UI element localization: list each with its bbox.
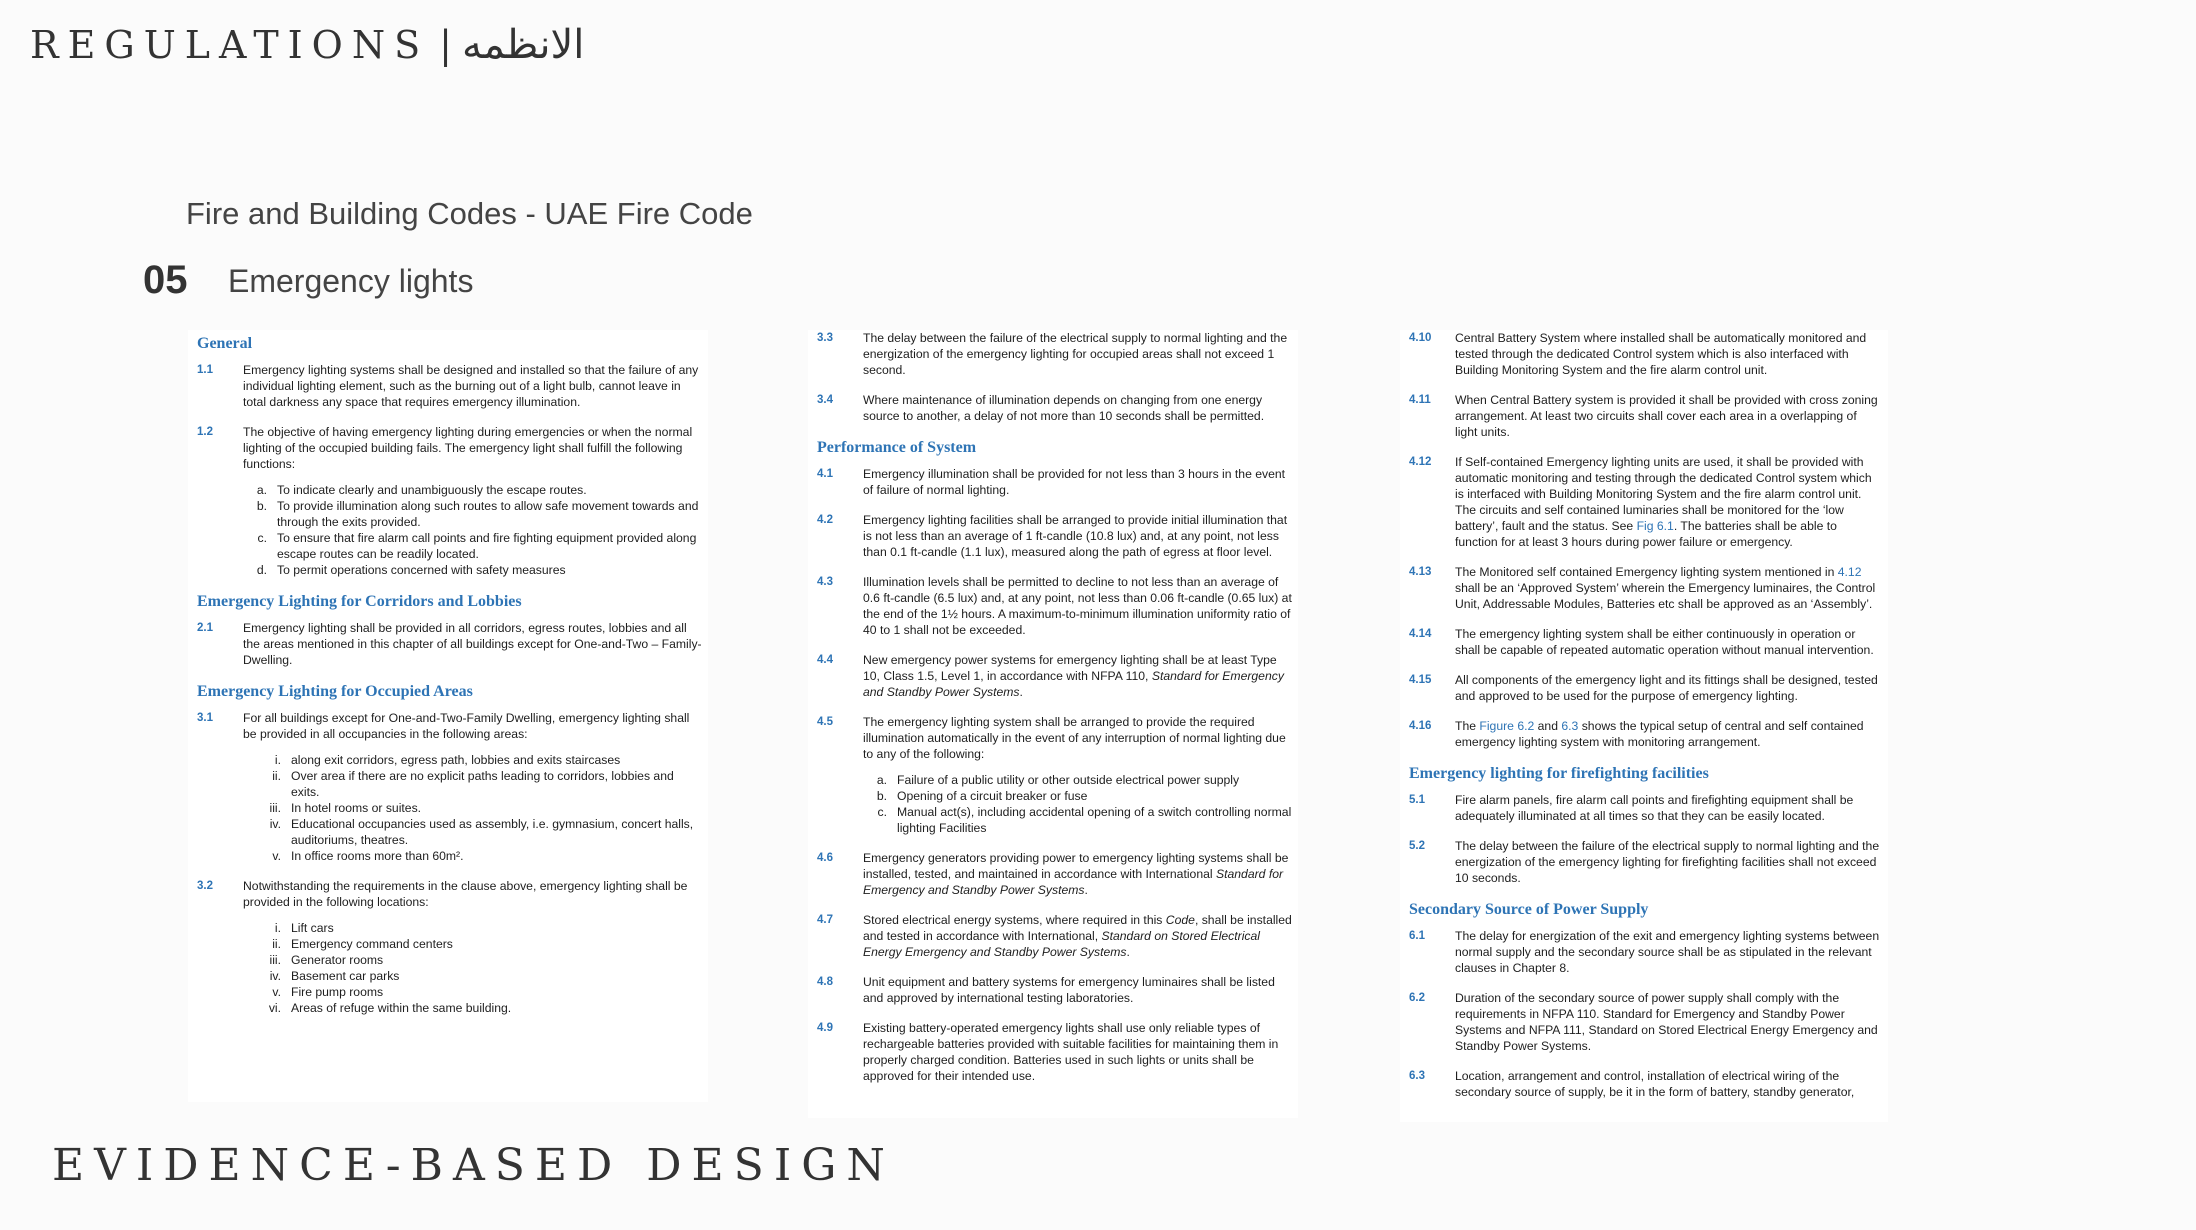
brand-english: REGULATIONS — [30, 23, 430, 67]
list-item: ii. Emergency command centers — [272, 937, 453, 951]
heading-secondary-power: Secondary Source of Power Supply — [1409, 901, 1649, 918]
clause-number: 4.9 — [817, 1022, 833, 1034]
clause-2-1 — [188, 620, 708, 668]
clause-3-2 — [188, 878, 708, 1016]
clause-1-2 — [188, 424, 708, 578]
clause-list — [243, 752, 702, 864]
list-item: vi. Areas of refuge within the same building. — [268, 1001, 512, 1015]
clause-4-15 — [1400, 672, 1888, 704]
clause-text: For all buildings except for One-and-Two-Family Dwelling, emergency lighting shall be provided in all occupancies in the following areas: — [243, 711, 690, 741]
list-item: i. along exit corridors, egress path, lobbies and exits staircases — [274, 753, 621, 767]
clause-text: The objective of having emergency lighting during emergencies or when the normal lighting of the occupied building fails. The emergency light shall fulfill the following functions: — [243, 425, 693, 471]
clause-text: All components of the emergency light and its fittings shall be designed, tested and approved to be used for the purpose of emergency lighting. — [1455, 673, 1878, 703]
list-item: c. Manual act(s), including accidental opening of a switch controlling normal lighting Facilities — [877, 805, 1292, 835]
document-column-1 — [188, 330, 708, 1102]
clause-text: Emergency lighting shall be provided in all corridors, egress routes, lobbies and all the areas mentioned in this chapter of all buildings except for One-and-Two – Family-Dwelling. — [243, 621, 702, 667]
header-brand — [30, 22, 584, 68]
clause-list — [863, 772, 1292, 836]
list-item: a. Failure of a public utility or other outside electrical power supply — [876, 773, 1240, 787]
clause-text: Fire alarm panels, fire alarm call points and firefighting equipment shall be adequately illuminated at all times so that they can be easily located. — [1455, 793, 1854, 823]
list-item: ii. Over area if there are no explicit paths leading to corridors, lobbies and exits. — [272, 769, 674, 799]
clause-text: Unit equipment and battery systems for emergency luminaires shall be listed and approved by international testing laboratories. — [863, 975, 1275, 1005]
clause-4-13 — [1400, 564, 1888, 612]
clause-number: 4.5 — [817, 716, 833, 728]
clause-text: Existing battery-operated emergency lights shall use only reliable types of rechargeable batteries provided with suitable facilities for maintaining them in properly charged condition. Batteries used in such lights or units shall be approved for their intended use. — [863, 1021, 1279, 1083]
clause-number: 4.14 — [1409, 628, 1432, 640]
clause-4-8 — [808, 974, 1298, 1006]
clause-5-1 — [1400, 792, 1888, 824]
section-number: 05 — [143, 258, 188, 302]
clause-number: 5.1 — [1409, 794, 1425, 806]
clause-text: The emergency lighting system shall be either continuously in operation or shall be capable of repeated automatic operation without manual intervention. — [1455, 627, 1874, 657]
clause-4-4 — [808, 652, 1298, 700]
clause-text: Emergency generators providing power to emergency lighting systems shall be installed, tested, and maintained in accordance with International Standard for Emergency and Standby Power Systems. — [863, 851, 1289, 897]
list-item: i. Lift cars — [274, 921, 334, 935]
clause-text: Notwithstanding the requirements in the clause above, emergency lighting shall be provided in the following locations: — [243, 879, 688, 909]
clause-4-10 — [1400, 330, 1888, 378]
clause-number: 4.3 — [817, 576, 833, 588]
list-item: v. Fire pump rooms — [272, 985, 384, 999]
clause-list — [243, 482, 702, 578]
clause-text: Emergency lighting systems shall be designed and installed so that the failure of any individual lighting element, such as the burning out of a light bulb, cannot leave in total darkness any space that requires emergency illumination. — [243, 363, 699, 409]
clause-4-3 — [808, 574, 1298, 638]
clause-6-1 — [1400, 928, 1888, 976]
clause-number: 6.1 — [1409, 930, 1425, 942]
clause-number: 6.3 — [1409, 1070, 1425, 1082]
document-column-2 — [808, 330, 1298, 1118]
list-item: iii. In hotel rooms or suites. — [269, 801, 422, 815]
clause-4-9 — [808, 1020, 1298, 1084]
clause-text: The emergency lighting system shall be arranged to provide the required illumination automatically in the event of any interruption of normal lighting due to any of the following: — [863, 715, 1286, 761]
clause-3-4 — [808, 392, 1298, 424]
list-item: iii. Generator rooms — [269, 953, 384, 967]
clause-number: 3.2 — [197, 880, 213, 892]
clause-text: When Central Battery system is provided it shall be provided with cross zoning arrangement. At least two circuits shall cover each area in a overlapping of light units. — [1455, 393, 1878, 439]
clause-4-1 — [808, 466, 1298, 498]
clause-text: Where maintenance of illumination depends on changing from one energy source to another, a delay of not more than 10 seconds shall be permitted. — [863, 393, 1265, 423]
heading-general: General — [197, 335, 253, 352]
figure-reference-link: 6.3 — [1561, 719, 1579, 733]
list-item: c. To ensure that fire alarm call points and fire fighting equipment provided along escape routes can be readily located. — [257, 531, 697, 561]
figure-reference-link: Fig 6.1 — [1636, 519, 1674, 533]
clause-4-2 — [808, 512, 1298, 560]
clause-number: 4.13 — [1409, 566, 1432, 578]
clause-reference-link: 4.12 — [1837, 565, 1862, 579]
clause-6-3 — [1400, 1068, 1888, 1100]
clause-number: 2.1 — [197, 622, 213, 634]
document-column-3 — [1400, 330, 1888, 1122]
clause-number: 4.16 — [1409, 720, 1432, 732]
clause-number: 1.1 — [197, 364, 213, 376]
clause-text: The Figure 6.2 and 6.3 shows the typical setup of central and self contained emergency lighting system with monitoring arrangement. — [1455, 719, 1864, 749]
list-item: v. In office rooms more than 60m². — [272, 849, 464, 863]
clause-text: The delay between the failure of the electrical supply to normal lighting and the energization of the emergency lighting for occupied areas shall not exceed 1 second. — [863, 331, 1288, 377]
clause-number: 4.2 — [817, 514, 833, 526]
clause-number: 3.1 — [197, 712, 213, 724]
clause-4-12 — [1400, 454, 1888, 550]
clause-4-6 — [808, 850, 1298, 898]
clause-text: If Self-contained Emergency lighting units are used, it shall be provided with automatic monitoring and testing through the dedicated Control system which is interfaced with Building Monitoring System and the fire alarm control unit. The circuits and self contained luminaries shall be monitored for the ‘low battery’, fault and the status. See Fig 6.1. The batteries shall be able to function for at least 3 hours during power failure or emergency. — [1455, 455, 1872, 549]
clause-number: 4.7 — [817, 914, 833, 926]
page-title: Fire and Building Codes - UAE Fire Code — [186, 196, 753, 231]
section-title: Emergency lights — [228, 263, 474, 299]
list-item: a. To indicate clearly and unambiguously the escape routes. — [256, 483, 587, 497]
heading-corridors: Emergency Lighting for Corridors and Lobbies — [197, 593, 522, 610]
clause-number: 4.8 — [817, 976, 833, 988]
clause-3-1 — [188, 710, 708, 864]
clause-number: 4.11 — [1409, 394, 1431, 406]
brand-separator: | — [439, 23, 452, 67]
list-item: b. Opening of a circuit breaker or fuse — [876, 789, 1088, 803]
clause-4-7 — [808, 912, 1298, 960]
clause-4-5 — [808, 714, 1298, 836]
list-item: iv. Basement car parks — [269, 969, 400, 983]
clause-text: Emergency illumination shall be provided for not less than 3 hours in the event of failure of normal lighting. — [863, 467, 1286, 497]
heading-occupied: Emergency Lighting for Occupied Areas — [197, 683, 473, 700]
figure-reference-link: Figure 6.2 — [1479, 719, 1535, 733]
list-item: iv. Educational occupancies used as assembly, i.e. gymnasium, concert halls, auditoriums, theatres. — [269, 817, 694, 847]
clause-text: Illumination levels shall be permitted to decline to not less than an average of 0.6 ft-candle (6.5 lux) and, at any point, not less than 0.06 ft-candle (0.65 lux) at the end of the 1½ hours. A maximum-to-minimum illumination uniformity ratio of 40 to 1 shall not be exceeded. — [863, 575, 1292, 637]
heading-firefighting: Emergency lighting for firefighting facilities — [1409, 765, 1709, 782]
clause-text: Location, arrangement and control, installation of electrical wiring of the secondary source of supply, be it in the form of battery, standby generator, — [1455, 1069, 1855, 1099]
clause-text: The delay between the failure of the electrical supply to normal lighting and the energization of the emergency lighting for firefighting facilities shall not exceed 10 seconds. — [1455, 839, 1880, 885]
clause-number: 3.4 — [817, 394, 833, 406]
clause-number: 6.2 — [1409, 992, 1425, 1004]
clause-text: Emergency lighting facilities shall be arranged to provide initial illumination that is not less than an average of 1 ft-candle (10.8 lux) and, at any point, not less than 0.1 ft-candle (1.1 lux), measured along the path of egress at floor level. — [863, 513, 1288, 559]
heading-performance: Performance of System — [817, 439, 977, 456]
clause-number: 4.6 — [817, 852, 833, 864]
clause-3-3 — [808, 330, 1298, 378]
clause-text: The delay for energization of the exit and emergency lighting systems between normal supply and the secondary source shall be as stipulated in the relevant clauses in Chapter 8. — [1455, 929, 1880, 975]
clause-text: Central Battery System where installed shall be automatically monitored and tested through the dedicated Control system which is also interfaced with Building Monitoring System and the fire alarm control unit. — [1455, 331, 1867, 377]
clause-number: 4.12 — [1409, 456, 1432, 468]
clause-number: 5.2 — [1409, 840, 1425, 852]
clause-list — [243, 920, 702, 1016]
list-item: d. To permit operations concerned with safety measures — [256, 563, 566, 577]
clause-text: Stored electrical energy systems, where required in this Code, shall be installed and tested in accordance with International, Standard on Stored Electrical Energy Emergency and Standby Power Systems. — [863, 913, 1292, 959]
footer-brand: EVIDENCE-BASED DESIGN — [52, 1140, 895, 1191]
clause-number: 4.1 — [817, 468, 833, 480]
clause-4-14 — [1400, 626, 1888, 658]
clause-number: 4.15 — [1409, 674, 1432, 686]
clause-4-11 — [1400, 392, 1888, 440]
clause-1-1 — [188, 362, 708, 410]
brand-arabic: الانظمه — [461, 22, 585, 68]
clause-4-16 — [1400, 718, 1888, 750]
clause-number: 1.2 — [197, 426, 213, 438]
clause-6-2 — [1400, 990, 1888, 1054]
clause-text: The Monitored self contained Emergency lighting system mentioned in 4.12 shall be an ‘Approved System’ wherein the Emergency luminaires, the Control Unit, Addressable Modules, Batteries etc shall be approved as an ‘Assembly’. — [1455, 565, 1876, 611]
clause-number: 3.3 — [817, 332, 833, 344]
clause-5-2 — [1400, 838, 1888, 886]
clause-number: 4.10 — [1409, 332, 1432, 344]
list-item: b. To provide illumination along such routes to allow safe movement towards and through the exits provided. — [256, 499, 699, 529]
clause-number: 4.4 — [817, 654, 833, 666]
clause-text: Duration of the secondary source of power supply shall comply with the requirements in NFPA 110. Standard for Emergency and Standby Power Systems and NFPA 111, Standard on Stored Electrical Energy Emergency and Standby Power Systems. — [1455, 991, 1878, 1053]
clause-text: New emergency power systems for emergency lighting shall be at least Type 10, Class 1.5, Level 1, in accordance with NFPA 110, Standard for Emergency and Standby Power Systems. — [863, 653, 1284, 699]
